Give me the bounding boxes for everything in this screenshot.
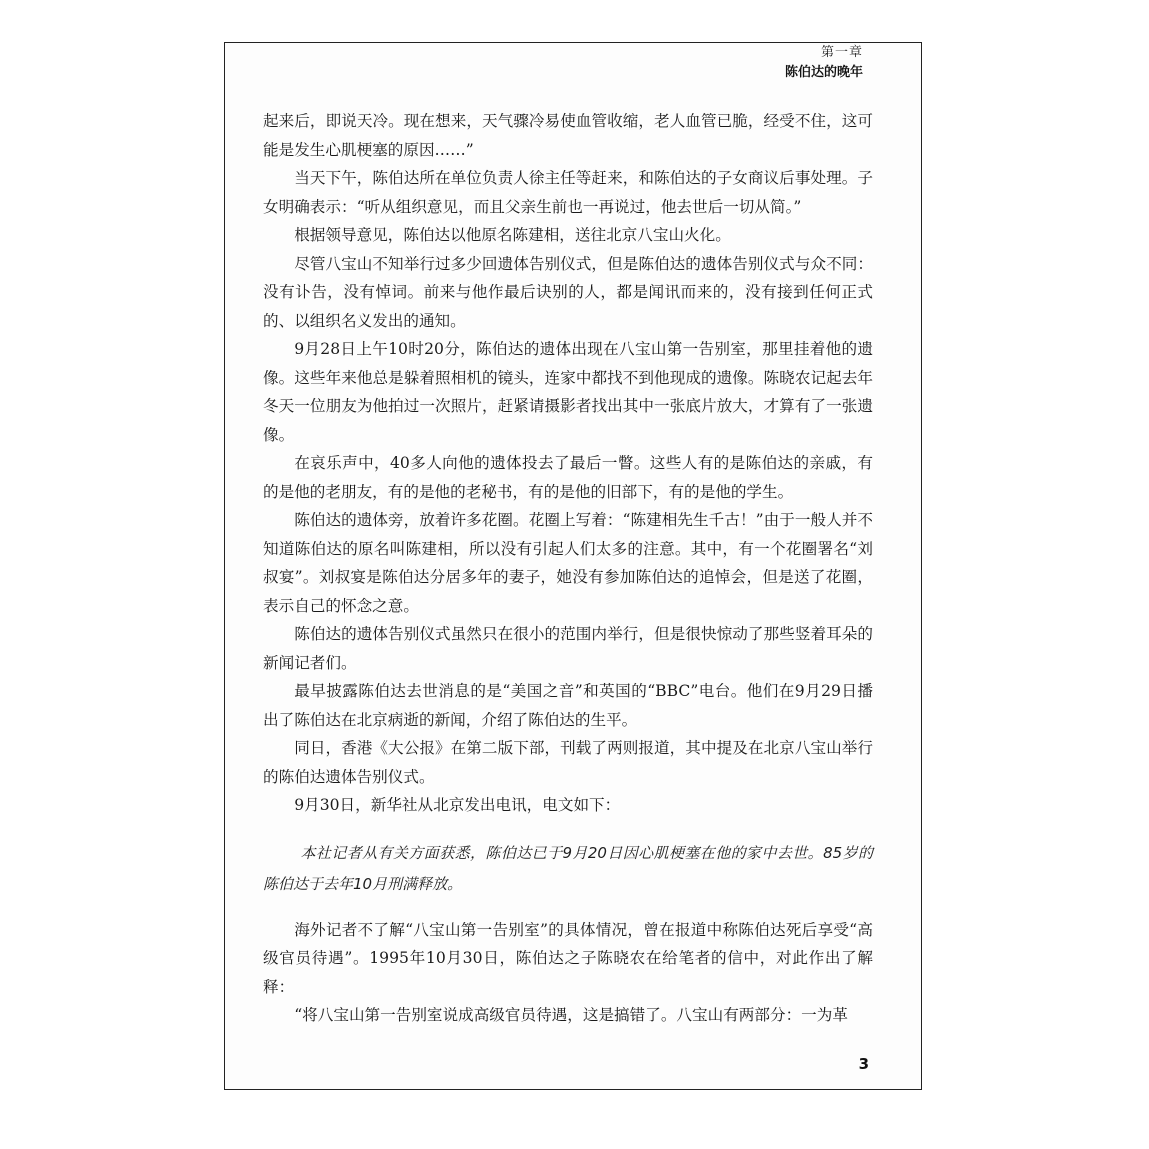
paragraph-5: 9月28日上午10时20分，陈伯达的遗体出现在八宝山第一告别室，那里挂着他的遗像。这些年来他总是躲着照相机的镜头，连家中都找不到他现成的遗像。陈晓农记起去年冬天一位朋友为他拍过一次照片，赶紧请摄影者找出其中一张底片放大，才算有了一张遗像。: [263, 340, 873, 444]
paragraph-2: 当天下午，陈伯达所在单位负责人徐主任等赶来，和陈伯达的子女商议后事处理。子女明确表示：“听从组织意见，而且父亲生前也一再说过，他去世后一切从简。”: [263, 169, 873, 216]
chapter-title: 陈伯达的晚年: [784, 65, 863, 80]
running-header: [785, 43, 863, 83]
paragraph-11: 9月30日，新华社从北京发出电讯，电文如下：: [294, 796, 621, 814]
paragraph-12: 海外记者不了解“八宝山第一告别室”的具体情况，曾在报道中称陈伯达死后享受“高级官员待遇”。1995年10月30日，陈伯达之子陈晓农在给笔者的信中，对此作出了解释：: [263, 920, 873, 996]
paragraph-6: 在哀乐声中，40多人向他的遗体投去了最后一瞥。这些人有的是陈伯达的亲戚，有的是他的老朋友，有的是他的老秘书，有的是他的旧部下，有的是他的学生。: [263, 454, 873, 501]
paragraph-9: 最早披露陈伯达去世消息的是“美国之音”和英国的“BBC”电台。他们在9月29日播出了陈伯达在北京病逝的新闻，介绍了陈伯达的生平。: [263, 682, 873, 729]
paragraph-7: 陈伯达的遗体旁，放着许多花圈。花圈上写着：“陈建相先生千古！”由于一般人并不知道陈伯达的原名叫陈建相，所以没有引起人们太多的注意。其中，有一个花圈署名“刘叔宴”。刘叔宴是陈伯达分居多年的妻子，她没有参加陈伯达的追悼会，但是送了花圈，表示自己的怀念之意。: [263, 511, 873, 615]
paragraph-3: 根据领导意见，陈伯达以他原名陈建相，送往北京八宝山火化。: [294, 226, 731, 244]
paragraph-4: 尽管八宝山不知举行过多少回遗体告别仪式，但是陈伯达的遗体告别仪式与众不同：没有讣告，没有悼词。前来与他作最后诀别的人，都是闻讯而来的，没有接到任何正式的、以组织名义发出的通知。: [263, 254, 873, 330]
paragraph-1: 起来后，即说天冷。现在想来，天气骤冷易使血管收缩，老人血管已脆，经受不住，这可能是发生心肌梗塞的原因……”: [263, 112, 873, 159]
news-quote-text: 本社记者从有关方面获悉，陈伯达已于9月20日因心肌梗塞在他的家中去世。85岁的陈伯达于去年10月刑满释放。: [263, 843, 873, 893]
chapter-number: 第一章: [820, 45, 863, 60]
body-text: [263, 107, 873, 1030]
paragraph-10: 同日，香港《大公报》在第二版下部，刊载了两则报道，其中提及在北京八宝山举行的陈伯达遗体告别仪式。: [263, 739, 873, 786]
paragraph-8: 陈伯达的遗体告别仪式虽然只在很小的范围内举行，但是很快惊动了那些竖着耳朵的新闻记者们。: [263, 625, 873, 672]
news-quote-block: [263, 838, 873, 900]
book-page: [224, 42, 922, 1090]
page-number: 3: [858, 1055, 869, 1073]
paragraph-13: “将八宝山第一告别室说成高级官员待遇，这是搞错了。八宝山有两部分：一为革: [294, 1006, 848, 1024]
